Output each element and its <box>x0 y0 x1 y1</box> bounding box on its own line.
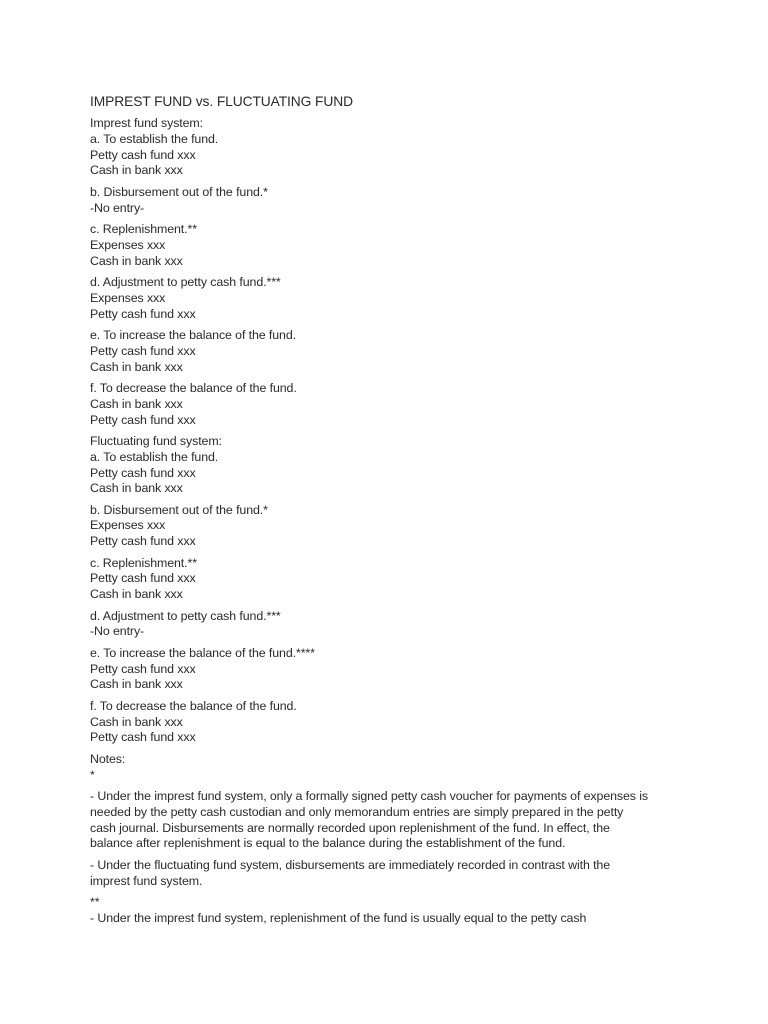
entry-line: e. To increase the balance of the fund.**** <box>90 645 315 660</box>
entry-line: Cash in bank xxx <box>90 396 183 411</box>
entry-block <box>90 752 650 784</box>
entry-line: a. To establish the fund. <box>90 449 219 464</box>
entry-block <box>90 646 650 693</box>
entry-block <box>90 556 650 603</box>
entry-line: b. Disbursement out of the fund.* <box>90 184 268 199</box>
entry-line: Imprest fund system: <box>90 116 203 130</box>
note-paragraph: - Under the imprest fund system, only a formally signed petty cash voucher for payments of expenses is needed by the petty cash custodian and only memorandum entries are simply prepared in the petty cash journal. Disbursements are normally recorded upon replenishment of the fund. In effect, the balance after replenishment is equal to the balance during the establishment of the fund. <box>90 789 648 851</box>
entry-line: f. To decrease the balance of the fund. <box>90 380 297 395</box>
entry-line: Cash in bank xxx <box>90 163 183 178</box>
entry-line: Cash in bank xxx <box>90 714 183 729</box>
entry-block <box>90 222 650 269</box>
entry-line: Petty cash fund xxx <box>90 147 196 162</box>
entry-line: Expenses xxx <box>90 237 166 252</box>
entry-line: Expenses xxx <box>90 518 166 533</box>
entry-line: Expenses xxx <box>90 290 166 305</box>
entry-block <box>90 503 650 550</box>
note-marker-double: ** <box>90 894 100 909</box>
entry-block <box>90 381 650 428</box>
entry-line: Petty cash fund xxx <box>90 534 196 549</box>
entry-line: -No entry- <box>90 624 145 639</box>
entry-line: Petty cash fund xxx <box>90 306 196 321</box>
entry-line: Cash in bank xxx <box>90 677 183 692</box>
entry-line: Cash in bank xxx <box>90 253 183 268</box>
entry-line: -No entry- <box>90 200 145 215</box>
entry-blocks <box>90 116 650 783</box>
entry-line: b. Disbursement out of the fund.* <box>90 502 268 517</box>
entry-line: e. To increase the balance of the fund. <box>90 327 296 342</box>
entry-line: Petty cash fund xxx <box>90 412 196 427</box>
entry-block <box>90 328 650 375</box>
entry-line: f. To decrease the balance of the fund. <box>90 698 297 713</box>
notes-section <box>90 789 650 889</box>
entry-line: Notes: <box>90 751 126 766</box>
entry-line: * <box>90 767 95 782</box>
entry-line: c. Replenishment.** <box>90 221 197 236</box>
entry-line: d. Adjustment to petty cash fund.*** <box>90 274 281 289</box>
entry-block <box>90 116 650 179</box>
note-paragraph: - Under the fluctuating fund system, disbursements are immediately recorded in contrast with the imprest fund system. <box>90 857 611 888</box>
entry-line: Cash in bank xxx <box>90 359 183 374</box>
entry-line: Petty cash fund xxx <box>90 730 196 745</box>
entry-line: a. To establish the fund. <box>90 131 219 146</box>
entry-line: Petty cash fund xxx <box>90 571 196 586</box>
entry-block <box>90 275 650 322</box>
entry-line: Cash in bank xxx <box>90 587 183 602</box>
document-title: IMPREST FUND vs. FLUCTUATING FUND <box>90 94 353 109</box>
entry-line: Fluctuating fund system: <box>90 433 222 448</box>
document-page <box>90 93 650 932</box>
entry-line: Petty cash fund xxx <box>90 661 196 676</box>
entry-block <box>90 434 650 497</box>
entry-line: Petty cash fund xxx <box>90 465 196 480</box>
entry-block <box>90 609 650 641</box>
entry-line: Petty cash fund xxx <box>90 343 196 358</box>
entry-line: c. Replenishment.** <box>90 555 197 570</box>
entry-line: d. Adjustment to petty cash fund.*** <box>90 608 281 623</box>
entry-block <box>90 185 650 217</box>
entry-line: Cash in bank xxx <box>90 481 183 496</box>
note-paragraph-tail: - Under the imprest fund system, replenishment of the fund is usually equal to the petty cash <box>90 910 587 925</box>
entry-block <box>90 699 650 746</box>
